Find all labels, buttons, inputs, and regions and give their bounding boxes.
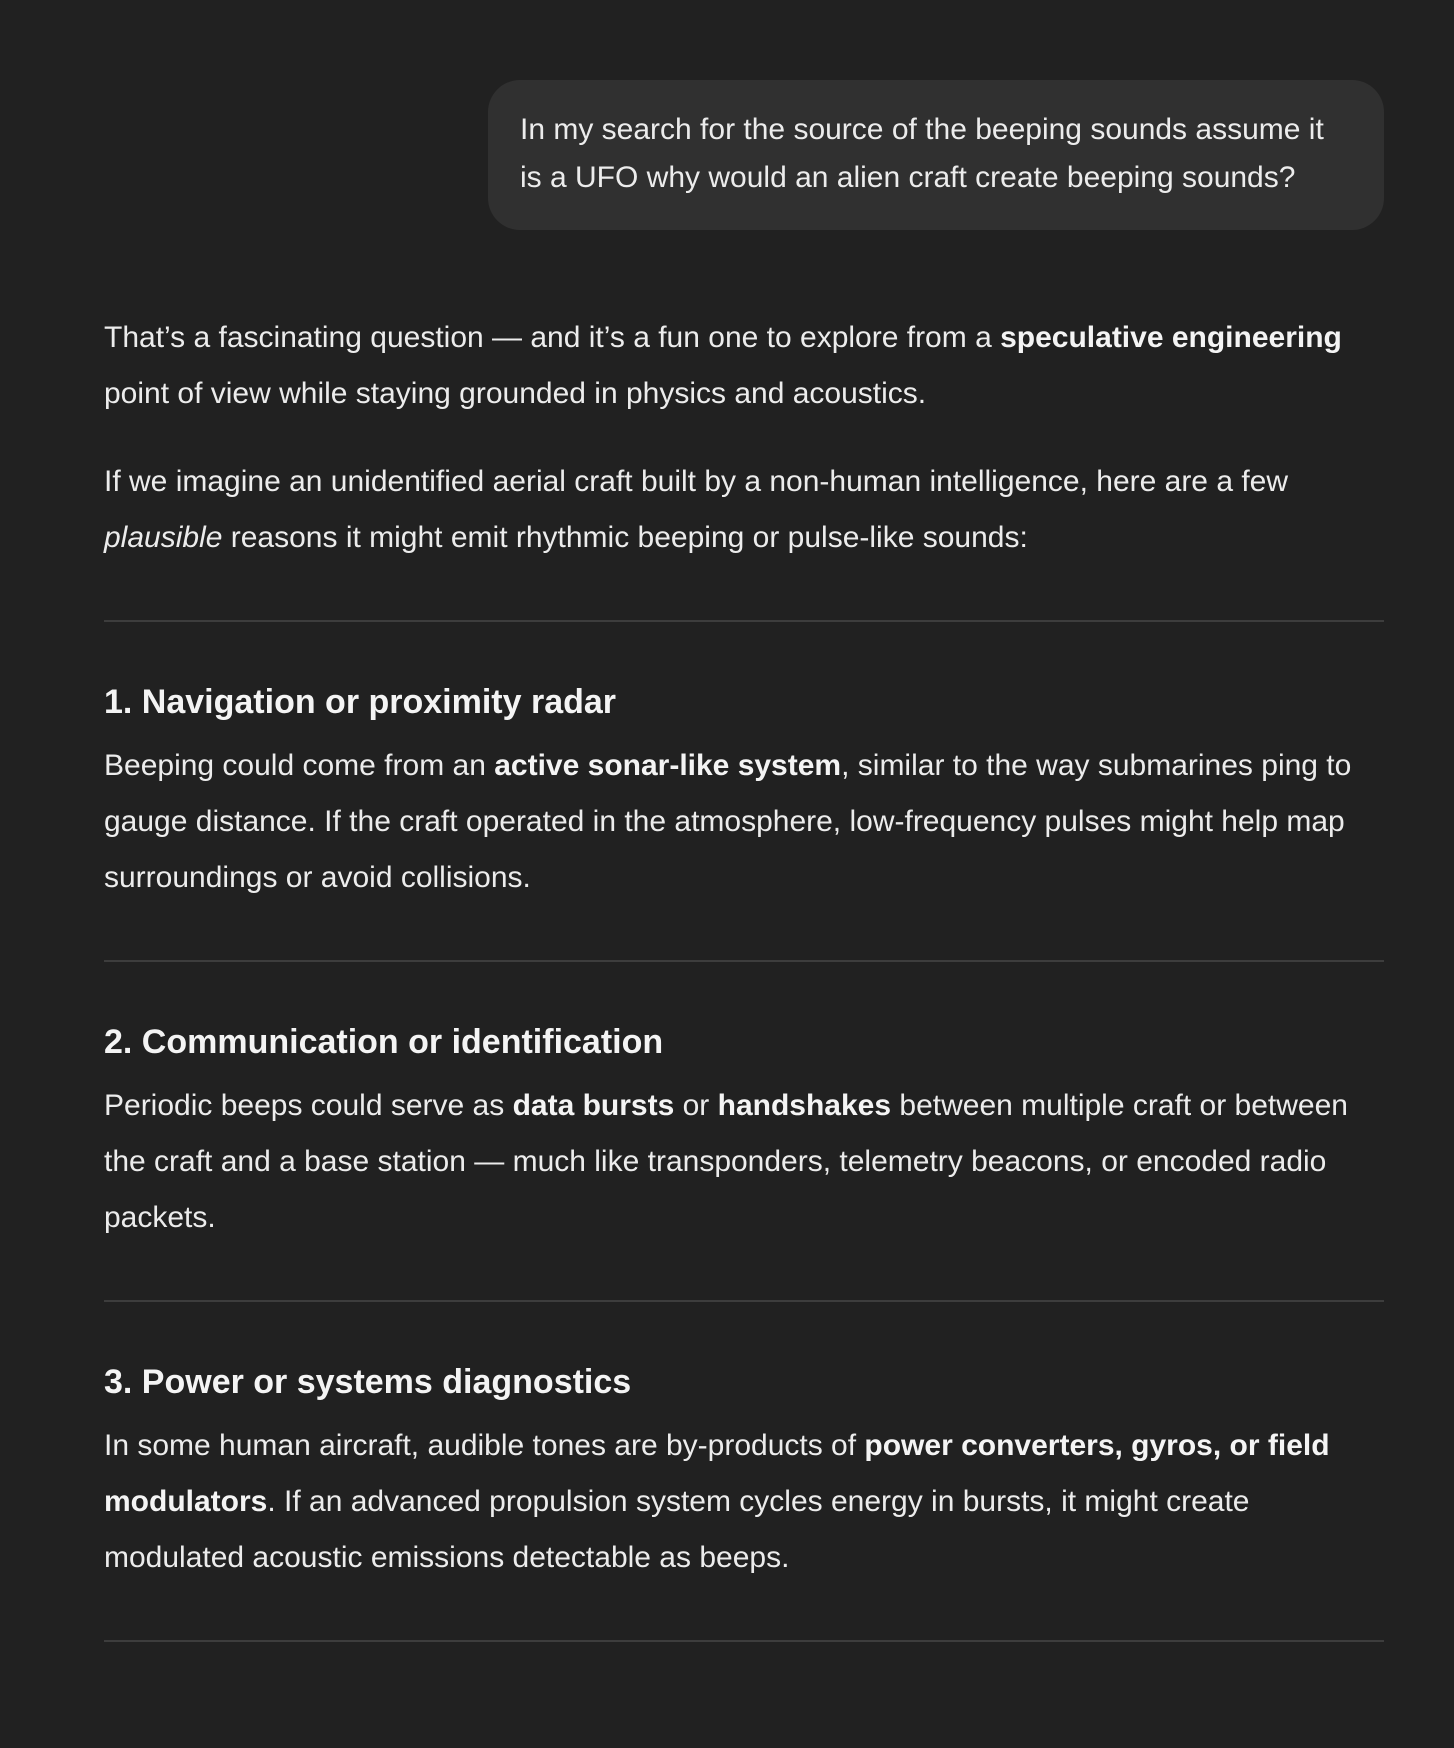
intro-paragraph-2: [104, 454, 1384, 566]
section-divider: [104, 960, 1384, 962]
intro-text: If we imagine an unidentified aerial craft built by a non-human intelligence, here are a few: [104, 465, 1289, 498]
section-body: [104, 738, 1384, 906]
intro-italic-text: plausible: [104, 521, 223, 554]
intro-paragraph-1: [104, 310, 1384, 422]
intro-text: point of view while staying grounded in physics and acoustics.: [104, 377, 927, 410]
section-bold-text: handshakes: [717, 1089, 892, 1122]
section-divider: [104, 1300, 1384, 1302]
section-navigation: [104, 680, 1384, 906]
user-message-row: [104, 0, 1384, 230]
section-text: between multiple craft or between the craft and a base station — much like transponders, telemetry beacons, or encoded radio packets.: [104, 1089, 1348, 1234]
section-communication: [104, 1020, 1384, 1246]
intro-text: That’s a fascinating question — and it’s a fun one to explore from a: [104, 321, 1001, 354]
section-text: Beeping could come from an: [104, 749, 495, 782]
section-text: Periodic beeps could serve as: [104, 1089, 513, 1122]
section-text: , similar to the way submarines ping to gauge distance. If the craft operated in the atmosphere, low-frequency pulses might help map surroundings or avoid collisions.: [104, 749, 1352, 894]
section-text: . If an advanced propulsion system cycles energy in bursts, it might create modulated acoustic emissions detectable as beeps.: [104, 1485, 1250, 1574]
section-power: [104, 1360, 1384, 1586]
section-divider: [104, 1640, 1384, 1642]
section-bold-text: data bursts: [512, 1089, 675, 1122]
assistant-response: [104, 310, 1384, 1642]
intro-text: reasons it might emit rhythmic beeping or pulse-like sounds:: [222, 521, 1028, 554]
section-bold-text: power converters, gyros, or field modulators: [104, 1429, 1330, 1518]
section-text: or: [674, 1089, 718, 1122]
chat-thread: [104, 0, 1384, 1700]
section-body: [104, 1418, 1384, 1586]
user-message-bubble: In my search for the source of the beeping sounds assume it is a UFO why would an alien craft create beeping sounds?: [488, 80, 1384, 230]
section-bold-text: active sonar-like system: [494, 749, 842, 782]
section-heading: 2. Communication or identification: [104, 1023, 664, 1061]
section-text: In some human aircraft, audible tones are by-products of: [104, 1429, 865, 1462]
section-heading: 1. Navigation or proximity radar: [104, 683, 617, 721]
section-divider: [104, 620, 1384, 622]
section-body: [104, 1078, 1384, 1246]
intro-bold-text: speculative engineering: [1000, 321, 1342, 354]
section-heading: 3. Power or systems diagnostics: [104, 1363, 632, 1401]
